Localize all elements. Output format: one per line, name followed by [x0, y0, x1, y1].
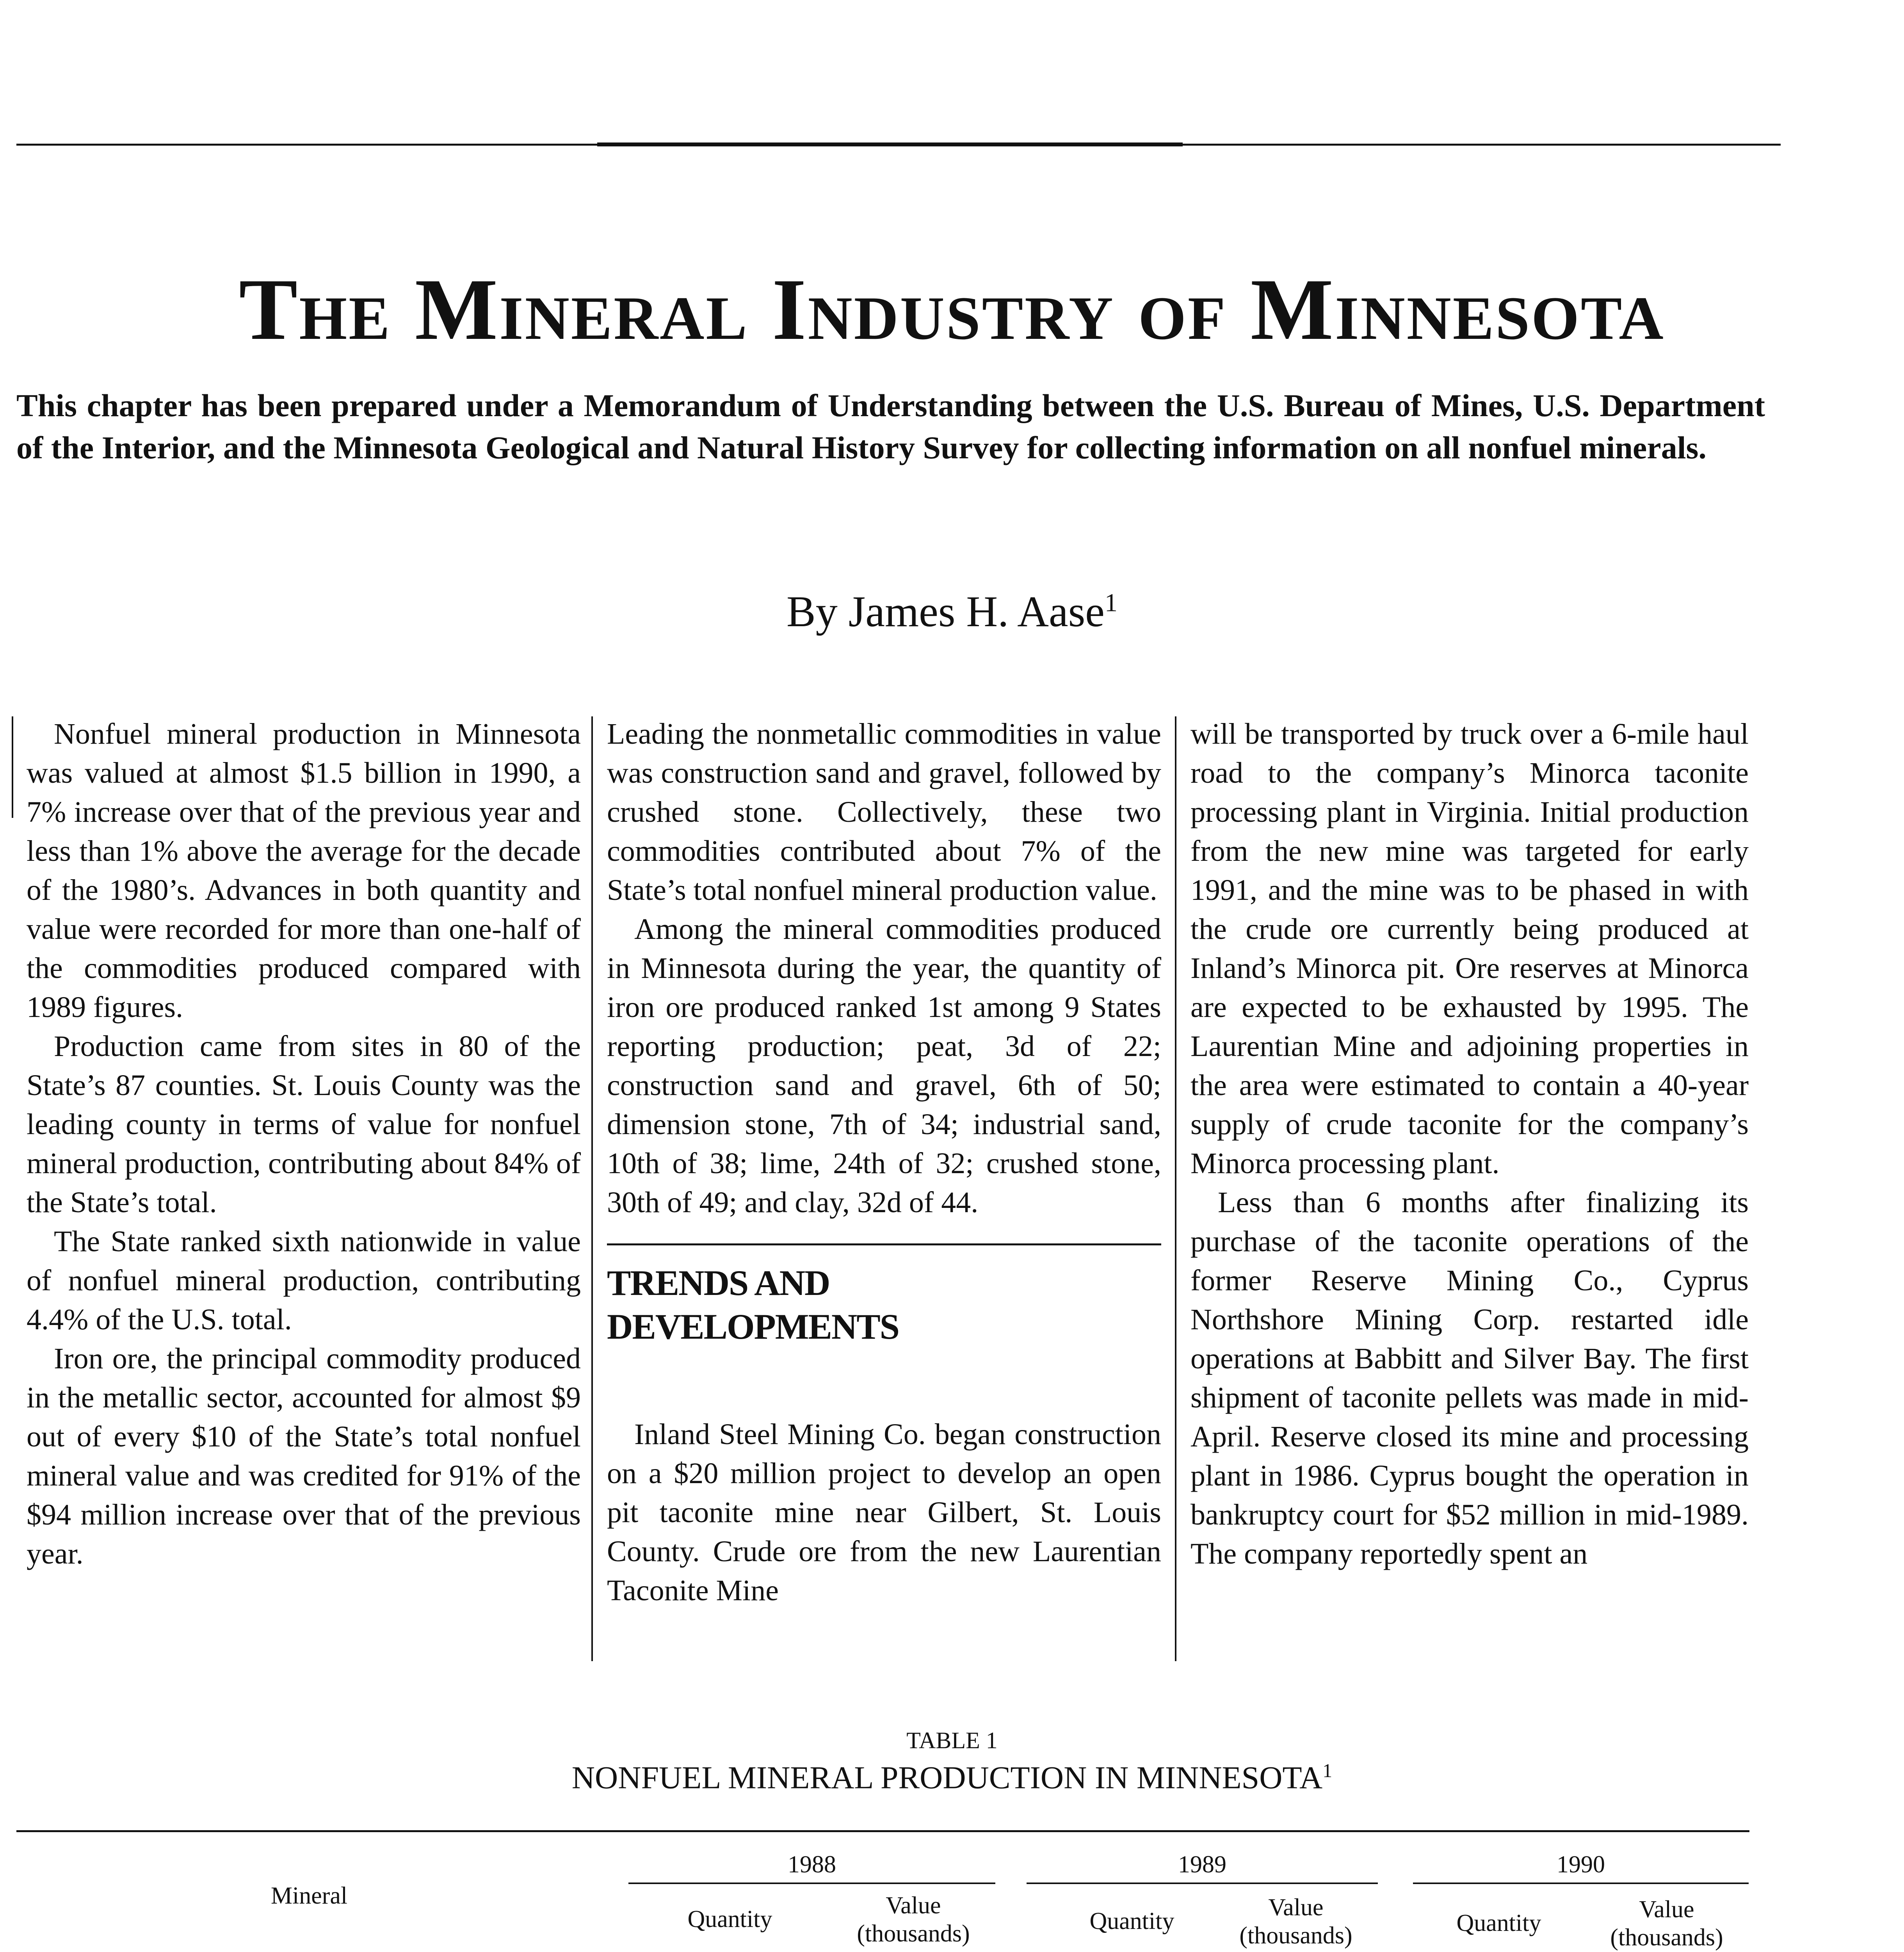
paragraph: Leading the nonmetallic commodities in value was construction sand and gravel, followed by crushed stone. Collectively, these two commodities contributed about 7% of the State’s total nonfuel mineral production value.: [607, 718, 1161, 907]
paragraph: Less than 6 months after finalizing its purchase of the taconite operations of the former Reserve Mining Co., Cyprus Northshore Mining Corp. restarted idle operations at Babbitt and Silver Bay. The first shipment of taconite pellets was made in mid-April. Reserve closed its mine and processing plant in 1986. Cyprus bought the operation in bankruptcy court for $52 million in mid-1989. The company reportedly spent an: [1190, 1186, 1749, 1570]
value-header-line: Value: [1639, 1896, 1694, 1923]
value-header-line: (thousands): [857, 1920, 970, 1947]
page-title: [0, 260, 1904, 358]
text-column-2: [607, 714, 1161, 1610]
title-word: Mineral: [415, 260, 749, 358]
column-header-year: 1990: [1557, 1851, 1605, 1878]
paragraph: Production came from sites in 80 of the State’s 87 counties. St. Louis County was the leading county in terms of value for nonfuel mineral production, contributing about 84% of the State’s total.: [27, 1030, 581, 1219]
value-header-line: Value: [886, 1892, 941, 1919]
paragraph: Nonfuel mineral production in Minnesota was valued at almost $1.5 billion in 1990, a 7% increase over that of the previous year and less than 1% above the average for the decade of the 1980’s. Advances in both quantity and value were recorded for more than one-half of the commodities produced compared with 1989 figures.: [27, 718, 581, 1024]
column-header-year: 1988: [788, 1851, 836, 1878]
column-rule-2: [1175, 716, 1176, 1661]
section-heading-line: DEVELOPMENTS: [607, 1307, 899, 1346]
column-header-quantity: Quantity: [1089, 1908, 1174, 1934]
year-rule-1988: [628, 1883, 995, 1884]
paragraph: Inland Steel Mining Co. began construction on a $20 million project to develop an open pit taconite mine near Gilbert, St. Louis County. Crude ore from the new Laurentian Taconite Mine: [607, 1418, 1161, 1607]
year-rule-1990: [1413, 1883, 1749, 1884]
table-title: [0, 1761, 1904, 1793]
year-rule-1989: [1027, 1883, 1378, 1884]
title-word: Industry: [772, 260, 1115, 358]
table-label: TABLE 1: [906, 1728, 998, 1753]
text-column-1: [27, 714, 581, 1573]
paragraph: Among the mineral commodities produced in Minnesota during the year, the quantity of iron ore produced ranked 1st among 9 States reporting production; peat, 3d of 22; construction sand and gravel, 6th of 50; dimension stone, 7th of 34; industrial sand, 10th of 38; lime, 24th of 32; crushed stone, 30th of 49; and clay, 32d of 44.: [607, 913, 1161, 1219]
table-top-rule: [16, 1830, 1749, 1832]
paragraph: The State ranked sixth nationwide in value of nonfuel mineral production, contributing 4.4% of the U.S. total.: [27, 1225, 581, 1336]
intro-paragraph: This chapter has been prepared under a Memorandum of Understanding between the U.S. Bureau of Mines, U.S. Department of the Interior, and the Minnesota Geological and Natural History Survey for collecting information on all nonfuel minerals.: [16, 388, 1765, 465]
section-heading-line: TRENDS AND: [607, 1263, 830, 1303]
table-title-footnote-mark: 1: [1322, 1760, 1333, 1781]
column-header-quantity: Quantity: [1456, 1910, 1541, 1936]
byline: [0, 586, 1904, 638]
section-rule: [607, 1243, 1161, 1245]
column-header-value: [1210, 1893, 1382, 1950]
text-column-3: [1190, 714, 1749, 1573]
title-word: The: [239, 260, 391, 358]
column-header-value: [827, 1891, 999, 1948]
author-name: By James H. Aase: [786, 588, 1105, 636]
value-header-line: (thousands): [1239, 1922, 1352, 1949]
value-header-line: (thousands): [1610, 1924, 1723, 1951]
author-footnote-mark: 1: [1105, 588, 1117, 617]
value-header-line: Value: [1268, 1894, 1324, 1921]
section-heading: [607, 1261, 1161, 1348]
title-word: of: [1138, 260, 1227, 358]
column-rule-left-margin: [12, 716, 13, 818]
column-header-value: [1581, 1895, 1753, 1952]
column-header-year: 1989: [1178, 1851, 1226, 1878]
column-header-quantity: Quantity: [687, 1906, 772, 1932]
column-header-mineral: Mineral: [270, 1883, 348, 1909]
table-title-text: NONFUEL MINERAL PRODUCTION IN MINNESOTA: [571, 1760, 1323, 1795]
title-word: Minnesota: [1250, 260, 1665, 358]
top-rule-thick: [597, 142, 1183, 146]
paragraph: Iron ore, the principal commodity produced in the metallic sector, accounted for almost $9 out of every $10 of the State’s total nonfuel mineral value and was credited for 91% of the $94 million increase over that of the previous year.: [27, 1342, 581, 1570]
column-rule-1: [591, 716, 593, 1661]
paragraph: will be transported by truck over a 6-mile haul road to the company’s Minorca taconite processing plant in Virginia. Initial production from the new mine was targeted for early 1991, and the mine was to be phased in with the crude ore currently being produced at Inland’s Minorca pit. Ore reserves at Minorca are expected to be exhausted by 1995. The Laurentian Mine and adjoining properties in the area were estimated to contain a 40-year supply of crude taconite for the company’s Minorca processing plant.: [1190, 718, 1749, 1180]
